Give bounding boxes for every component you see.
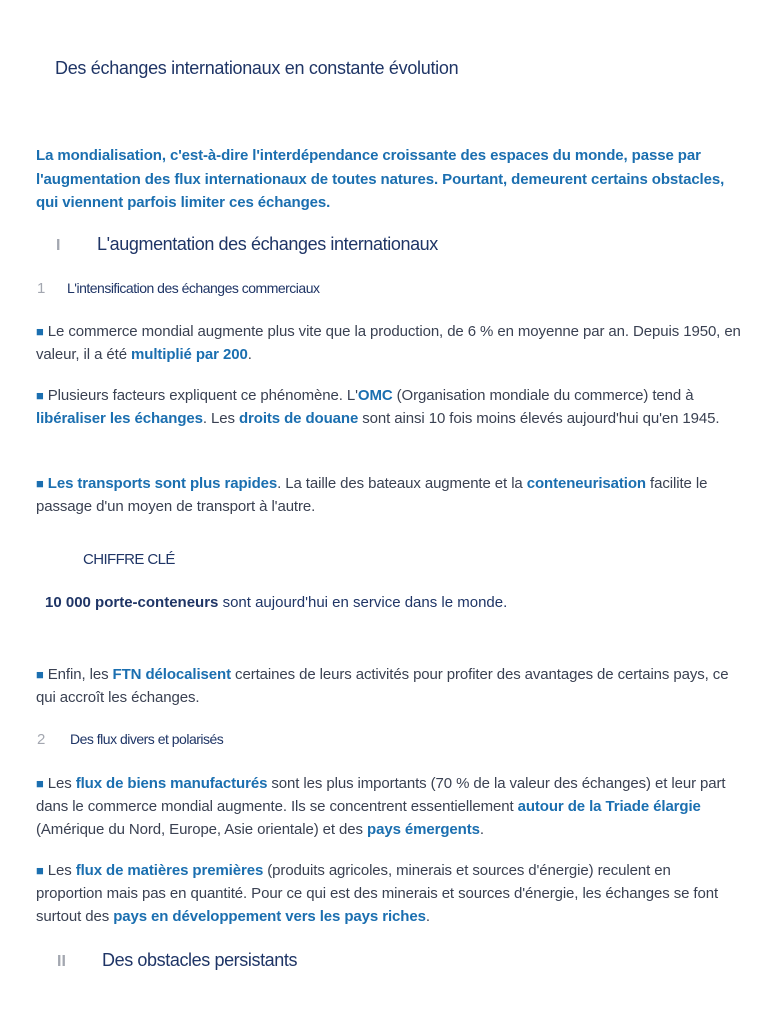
bullet-square-icon: ■ <box>36 863 44 878</box>
keyword: pays émergents <box>367 821 480 838</box>
keyword: conteneurisation <box>526 475 646 492</box>
key-figure-value: 10 000 porte-conteneurs <box>45 594 219 611</box>
section-title: L'augmentation des échanges internationaux <box>97 234 438 254</box>
subsection-number: 2 <box>37 731 46 748</box>
keyword: autour de la Triade élargie <box>517 798 701 815</box>
subsection-title: Des flux divers et polarisés <box>70 731 224 747</box>
subsection-heading-2 <box>37 731 223 748</box>
keyword: pays en développement vers les pays riches <box>113 908 426 925</box>
paragraph-raw-materials: ■ Les flux de matières premières (produits agricoles, minerais et sources d'énergie) reculent en proportion mais pas en quantité. Pour ce qui est des minerais et sources d'énergie, les échanges se font surtout des pays en développement vers les pays riches. <box>36 862 719 925</box>
bullet-square-icon: ■ <box>36 388 44 403</box>
keyword: flux de matières premières <box>75 862 264 879</box>
bullet-square-icon: ■ <box>36 324 44 339</box>
bullet-square-icon: ■ <box>36 476 44 491</box>
subsection-number: 1 <box>37 280 46 297</box>
keyword: Les transports sont plus rapides <box>47 475 278 492</box>
keyword: droits de douane <box>238 410 359 427</box>
page-title: Des échanges internationaux en constante évolution <box>55 58 459 78</box>
section-title: Des obstacles persistants <box>102 950 298 970</box>
subsection-heading-1 <box>37 280 320 297</box>
bullet-square-icon: ■ <box>36 667 44 682</box>
paragraph-commerce-growth: ■ Le commerce mondial augmente plus vite que la production, de 6 % en moyenne par an. Depuis 1950, en valeur, il a été multiplié par 200. <box>36 323 741 363</box>
paragraph-transports: ■ Les transports sont plus rapides. La taille des bateaux augmente et la conteneurisation facilite le passage d'un moyen de transport à l'autre. <box>36 475 708 515</box>
section-number: I <box>56 237 61 254</box>
paragraph-ftn: ■ Enfin, les FTN délocalisent certaines de leurs activités pour profiter des avantages de certains pays, ce qui accroît les échanges. <box>36 666 729 706</box>
section-heading-1 <box>56 234 438 255</box>
section-heading-2 <box>57 950 297 971</box>
subsection-title: L'intensification des échanges commerciaux <box>67 280 320 296</box>
keyword: libéraliser les échanges <box>36 410 203 427</box>
keyword: flux de biens manufacturés <box>75 775 268 792</box>
key-figure-label: CHIFFRE CLÉ <box>83 551 175 568</box>
keyword: FTN délocalisent <box>112 666 231 683</box>
intro-paragraph: La mondialisation, c'est-à-dire l'interdépendance croissante des espaces du monde, passe par l'augmentation des flux internationaux de toutes natures. Pourtant, demeurent certains obstacles, qui viennent parfois limiter ces échanges. <box>36 147 725 211</box>
bullet-square-icon: ■ <box>36 776 44 791</box>
section-number: II <box>57 953 66 970</box>
paragraph-omc: ■ Plusieurs facteurs expliquent ce phénomène. L'OMC (Organisation mondiale du commerce) tend à libéraliser les échanges. Les droits de douane sont ainsi 10 fois moins élevés aujourd'hui qu'en 1945. <box>36 387 720 427</box>
key-figure-text: 10 000 porte-conteneurs sont aujourd'hui en service dans le monde. <box>45 594 508 611</box>
paragraph-manufactured-goods: ■ Les flux de biens manufacturés sont les plus importants (70 % de la valeur des échanges) et leur part dans le commerce mondial augmente. Ils se concentrent essentiellement autour de la Triade élargie (Amérique du Nord, Europe, Asie orientale) et des pays émergents. <box>36 775 726 838</box>
keyword: multiplié par 200 <box>131 346 248 363</box>
keyword: OMC <box>357 387 393 404</box>
